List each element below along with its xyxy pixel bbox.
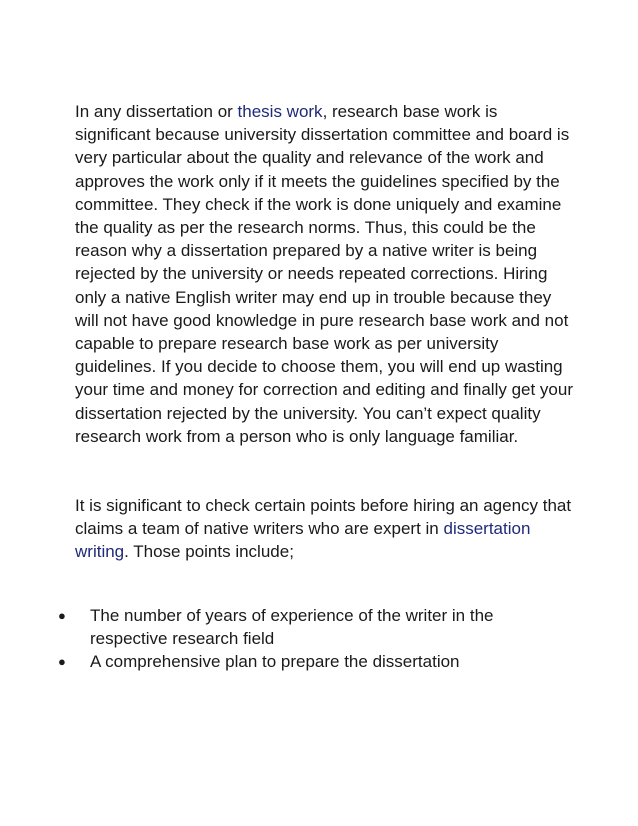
list-item [58, 650, 575, 673]
document-body [58, 100, 575, 673]
bullet-icon: ● [58, 607, 66, 623]
paragraph-text: . Those points include; [124, 542, 294, 562]
thesis-work-link[interactable]: thesis work [237, 102, 323, 121]
list-item-text: A comprehensive plan to prepare the dissertation [90, 652, 460, 672]
points-list [58, 604, 575, 674]
list-item [58, 604, 575, 650]
dissertation-writing-link[interactable]: dissertation writing [75, 519, 531, 562]
paragraph-text: It is significant to check certain points before hiring an agency that claims a team of native writers who are expert in [75, 496, 572, 539]
paragraph-check-points [75, 494, 575, 564]
list-item-text: The number of years of experience of the writer in the respective research field [90, 605, 494, 648]
bullet-icon: ● [58, 654, 66, 670]
paragraph-dissertation-research [75, 100, 575, 448]
paragraph-text: , research base work is significant because university dissertation committee and board is very particular about the quality and relevance of the work and approves the work only if it meets the guidelines specified by the committee. They check if the work is done uniquely and examine the quality as per the research norms. Thus, this could be the reason why a dissertation prepared by a native writer is being rejected by the university or needs repeated corrections. Hiring only a native English writer may end up in trouble because they will not have good knowledge in pure research base work and not capable to prepare research base work as per university guidelines. If you decide to choose them, you will end up wasting your time and money for correction and editing and finally get your dissertation rejected by the university. You can’t expect quality research work from a person who is only language familiar. [75, 102, 573, 446]
paragraph-text: In any dissertation or [75, 102, 238, 121]
